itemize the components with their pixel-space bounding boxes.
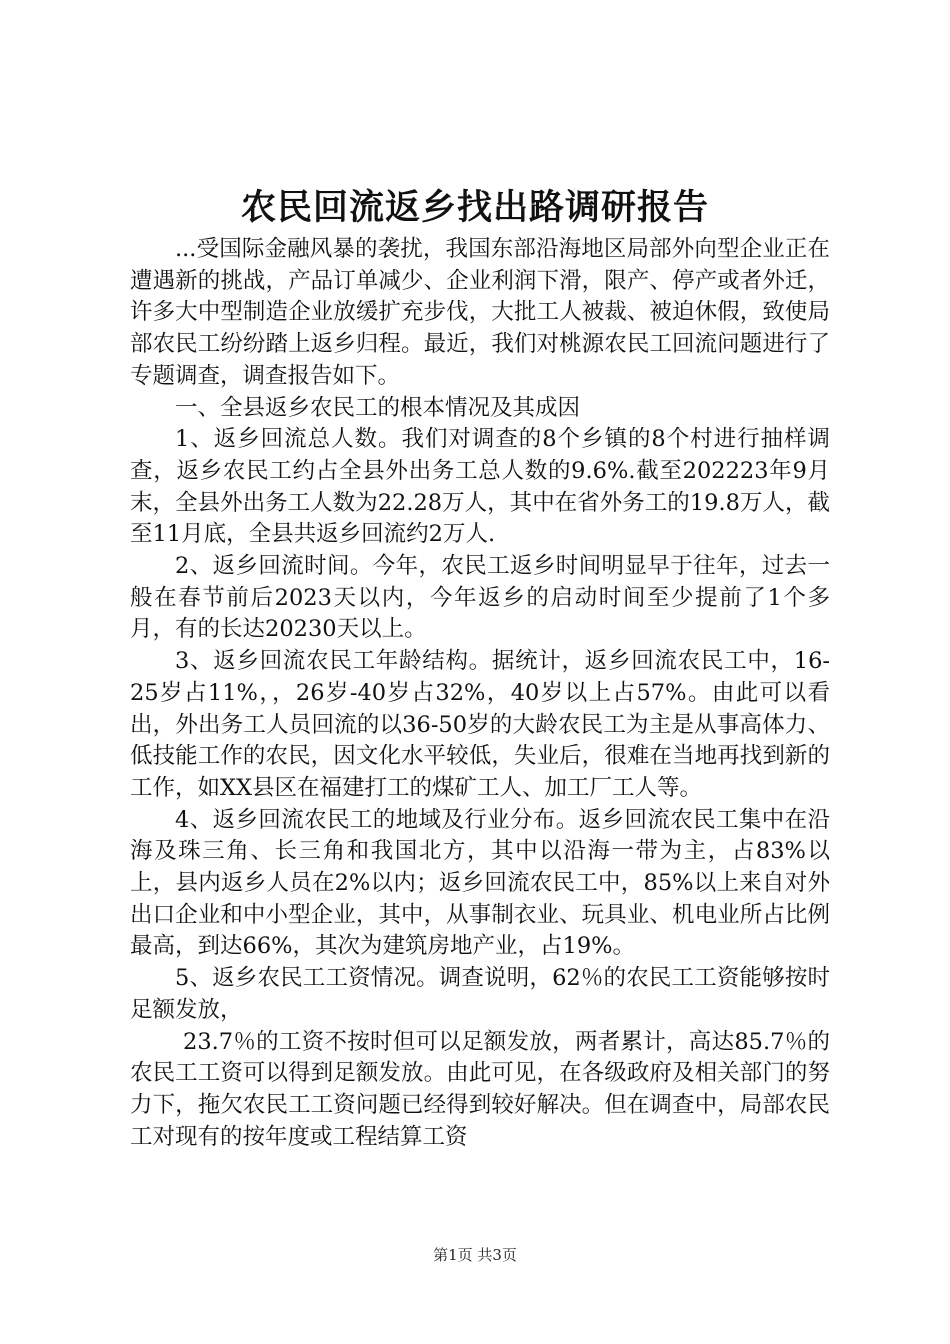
paragraph-item-3: 3、返乡回流农民工年龄结构。据统计，返乡回流农民工中，16-25岁占11%，，26岁-40岁占32%，40岁以上占57%。由此可以看出，外出务工人员回流的以36-50岁的大龄农民工为主是从事高体力、低技能工作的农民，因文化水平较低，失业后，很难在当地再找到新的工作，如XX县区在福建打工的煤矿工人、加工厂工人等。 [130,648,830,801]
paragraph-item-2: 2、返乡回流时间。今年，农民工返乡时间明显早于往年，过去一般在春节前后2023天以内，今年返乡的启动时间至少提前了1个多月，有的长达20230天以上。 [130,553,830,643]
section-heading-1: 一、全县返乡农民工的根本情况及其成因 [175,394,581,421]
paragraph-item-4: 4、返乡回流农民工的地域及行业分布。返乡回流农民工集中在沿海及珠三角、长三角和我国北方，其中以沿海一带为主，占83%以上，县内返乡人员在2%以内；返乡回流农民工中，85%以上来自对外出口企业和中小型企业，其中，从事制衣业、玩具业、机电业所占比例最高，到达66%，其次为建筑房地产业，占19%。 [130,806,830,960]
page-footer: 第1页 共3页 [433,1246,517,1264]
paragraph-item-5: 5、返乡农民工工资情况。调查说明，62％的农民工工资能够按时足额发放， [130,965,830,1023]
paragraph-intro: ...受国际金融风暴的袭扰，我国东部沿海地区局部外向型企业正在遭遇新的挑战，产品订单减少、企业利润下滑，限产、停产或者外迁，许多大中型制造企业放缓扩充步伐，大批工人被裁、被迫休假，致使局部农民工纷纷踏上返乡归程。最近，我们对桃源农民工回流问题进行了专题调查，调查报告如下。 [130,236,830,389]
paragraph-item-1: 1、返乡回流总人数。我们对调查的8个乡镇的8个村进行抽样调查，返乡农民工约占全县外出务工总人数的9.6%.截至202223年9月末，全县外出务工人数为22.28万人，其中在省外务工的19.8万人，截至11月底，全县共返乡回流约2万人. [130,426,830,548]
paragraph-item-5-continued: 23.7％的工资不按时但可以足额发放，两者累计，高达85.7％的农民工工资可以得到足额发放。由此可见，在各级政府及相关部门的努力下，拖欠农民工工资问题已经得到较好解决。但在调查中，局部农民工对现有的按年度或工程结算工资 [130,1028,830,1150]
document-body [130,234,830,1153]
document-title: 农民回流返乡找出路调研报告 [240,187,709,228]
